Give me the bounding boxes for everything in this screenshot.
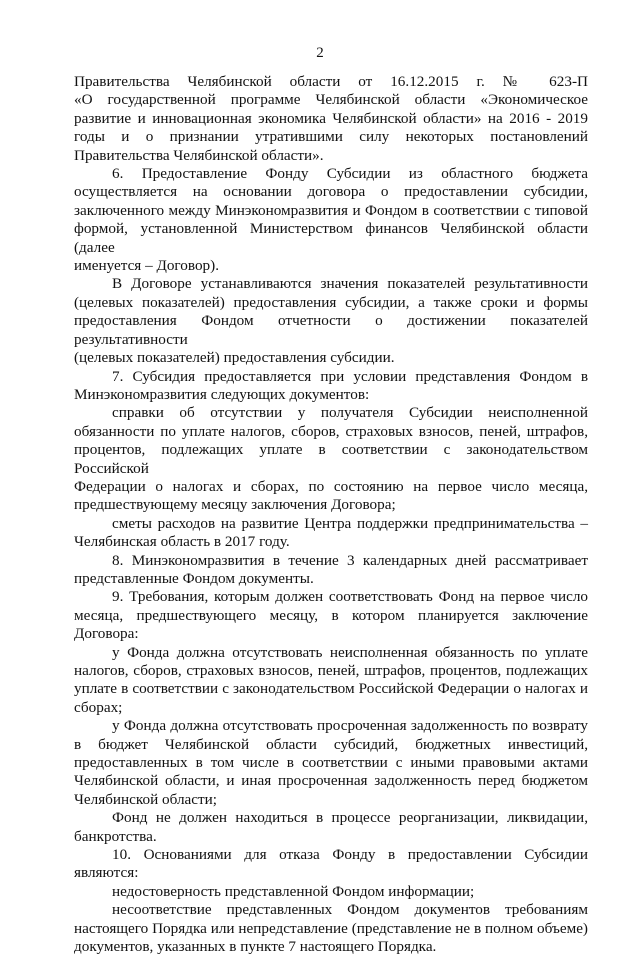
text-line: годы и о признании утратившими силу некоторых постановлений [74,128,588,146]
text-line: в бюджет Челябинской области субсидий, бюджетных инвестиций, [74,735,588,753]
text-line: развитие и инновационная экономика Челябинской области» на 2016 - 2019 [74,109,588,127]
text-line: именуется – Договор). [74,257,219,275]
text-line: обязанности по уплате налогов, сборов, страховых взносов, пеней, штрафов, [74,422,588,440]
paragraph [74,901,588,956]
text-line: осуществляется на основании договора о предоставлении субсидии, [74,183,588,201]
text-line: настоящего Порядка или непредставление (представление не в полном объеме) [74,919,588,937]
text-line: Челябинской области; [74,790,218,808]
text-line: (целевых показателей) предоставления субсидии. [74,349,395,367]
text-line: предоставленных в том числе в соответствии с иными правовыми актами [74,754,588,772]
text-line: 10. Основаниями для отказа Фонду в предоставлении Субсидии являются: [74,846,588,882]
text-line: Челябинская область в 2017 году. [74,533,290,551]
text-line: «О государственной программе Челябинской области «Экономическое [74,91,588,109]
paragraph [74,73,588,165]
text-line: Фонд не должен находиться в процессе реорганизации, ликвидации, [112,809,588,827]
paragraph [74,588,588,643]
text-line: банкротства. [74,827,157,845]
text-line: Договора: [74,625,139,643]
paragraph [74,717,588,809]
text-line: (целевых показателей) предоставления субсидии, а также сроки и формы [74,293,588,311]
text-line: предшествующему месяцу заключения Договора; [74,496,396,514]
paragraph [74,165,588,275]
text-line: 6. Предоставление Фонду Субсидии из областного бюджета [112,165,588,183]
paragraph [74,846,588,883]
paragraph [74,883,588,901]
paragraph [74,552,588,589]
text-line: формой, установленной Министерством финансов Челябинской области (далее [74,220,588,256]
page-number: 2 [316,45,324,61]
paragraph [74,515,588,552]
document-body [74,73,588,957]
text-line: 9. Требования, которым должен соответствовать Фонд на первое число [112,588,588,606]
text-line: уплате в соответствии с законодательством Российской Федерации о налогах и [74,680,588,698]
text-line: Федерации о налогах и сборах, по состоянию на первое число месяца, [74,477,588,495]
text-line: В Договоре устанавливаются значения показателей результативности [112,275,588,293]
paragraph [74,644,588,718]
paragraph [74,275,588,367]
text-line: Челябинской области, и иная просроченная задолженность перед бюджетом [74,772,588,790]
text-line: документов, указанных в пункте 7 настоящего Порядка. [74,938,437,956]
text-line: у Фонда должна отсутствовать неисполненная обязанность по уплате [112,643,588,661]
text-line: месяца, предшествующего месяцу, в котором планируется заключение [74,606,588,624]
text-line: Минэкономразвития следующих документов: [74,385,370,403]
text-line: сметы расходов на развитие Центра поддержки предпринимательства – [112,514,588,532]
paragraph [74,368,588,405]
text-line: несоответствие представленных Фондом документов требованиям [112,901,588,919]
text-line: представленные Фондом документы. [74,569,314,587]
text-line: 7. Субсидия предоставляется при условии представления Фондом в [112,367,588,385]
text-line: предоставления Фондом отчетности о достижении показателей результативности [74,312,588,348]
text-line: 8. Минэкономразвития в течение 3 календарных дней рассматривает [112,551,588,569]
text-line: процентов, подлежащих уплате в соответствии с законодательством Российской [74,441,588,477]
paragraph [74,404,588,514]
text-line: Правительства Челябинской области от 16.12.2015 г. № 623-П [74,73,588,90]
text-line: заключенного между Минэкономразвития и Фондом в соответствии с типовой [74,201,588,219]
text-line: Правительства Челябинской области». [74,146,324,164]
paragraph [74,809,588,846]
text-line: налогов, сборов, страховых взносов, пеней, штрафов, процентов, подлежащих [74,662,588,679]
text-line: справки об отсутствии у получателя Субсидии неисполненной [112,404,588,422]
text-line: у Фонда должна отсутствовать просроченная задолженность по возврату [112,717,588,735]
text-line: сборах; [74,698,123,716]
text-line: недостоверность представленной Фондом информации; [112,882,475,900]
